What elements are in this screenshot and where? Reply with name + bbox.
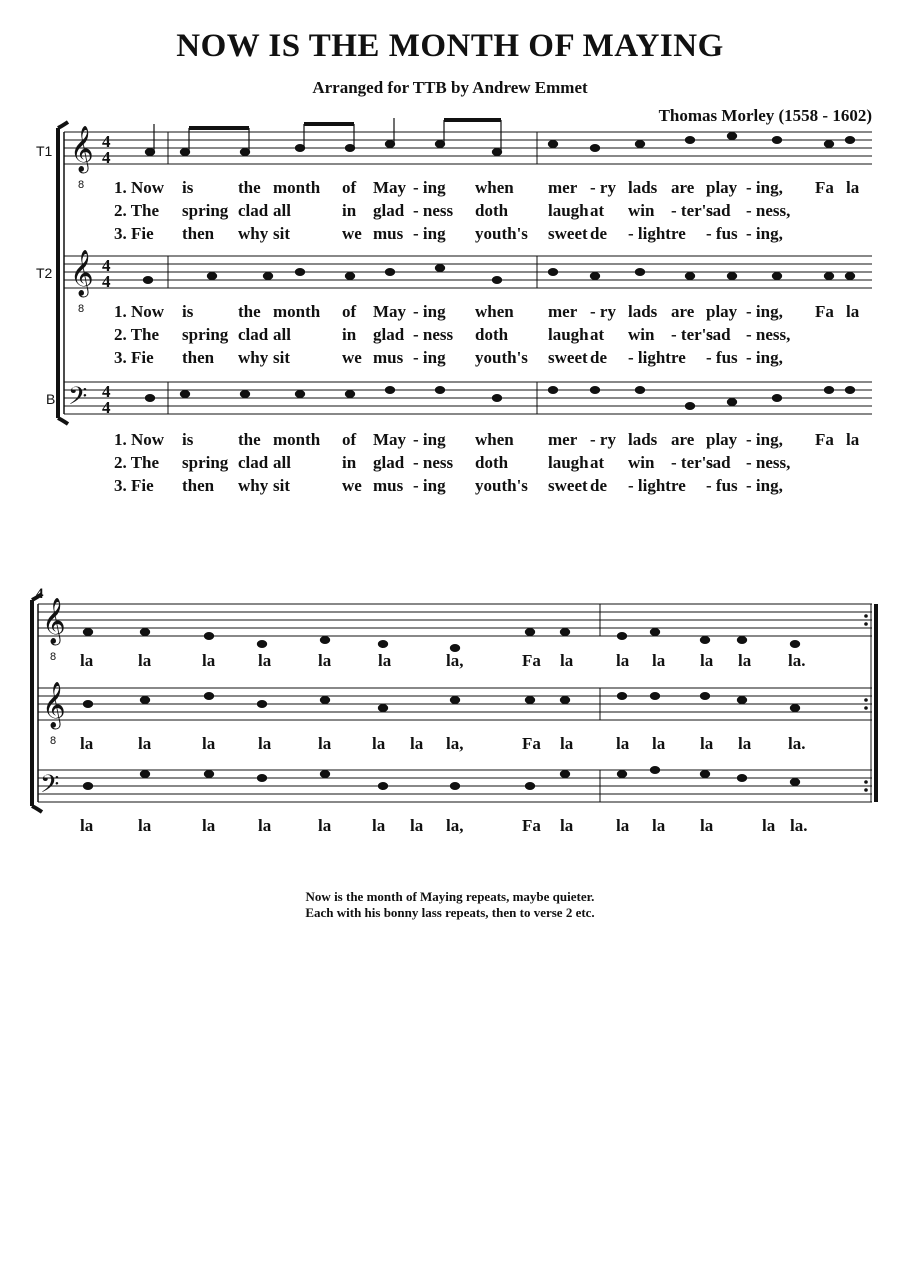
- lyric-syllable: la: [560, 651, 574, 670]
- lyric-syllable: mer: [548, 302, 578, 321]
- octave-mark: 8: [50, 651, 57, 663]
- lyric-syllable: - light: [628, 224, 671, 243]
- lyric-syllable: all: [273, 201, 291, 220]
- lyric-syllable: at: [590, 453, 605, 472]
- lyric-syllable: the: [238, 430, 261, 449]
- lyric-syllable: la: [616, 816, 630, 835]
- lyric-syllable: la: [738, 651, 752, 670]
- lyric-syllable: then: [182, 476, 215, 495]
- staff-b-system1: [64, 382, 872, 414]
- lyric-syllable: the: [238, 302, 261, 321]
- lyric-syllable: 3. Fie: [114, 476, 154, 495]
- lyric-syllable: May: [373, 430, 407, 449]
- lyric-syllable: la.: [790, 816, 808, 835]
- lyric-syllable: - ing: [413, 476, 446, 495]
- lyric-syllable: la: [616, 734, 630, 753]
- lyric-syllable: May: [373, 302, 407, 321]
- lyric-syllable: when: [475, 178, 514, 197]
- lyric-syllable: la: [318, 816, 332, 835]
- lyric-syllable: la: [560, 816, 574, 835]
- treble-clef-icon: 𝄞: [70, 126, 94, 172]
- lyric-syllable: - ness: [413, 325, 454, 344]
- time-sig-bottom: 4: [102, 148, 111, 167]
- lyric-syllable: lads: [628, 430, 658, 449]
- lyric-syllable: sit: [273, 476, 290, 495]
- lyric-syllable: sad: [706, 201, 731, 220]
- lyric-syllable: - fus: [706, 348, 738, 367]
- lyric-syllable: 2. The: [114, 453, 160, 472]
- composer-credit: Thomas Morley (1558 - 1602): [658, 106, 872, 125]
- lyric-syllable: play: [706, 430, 738, 449]
- lyric-syllable: - ter's: [671, 325, 714, 344]
- bass-clef-icon: 𝄢: [68, 382, 88, 417]
- lyric-syllable: glad: [373, 325, 405, 344]
- staff-t1-system2: [38, 604, 872, 636]
- lyric-syllable: - ing,: [746, 476, 783, 495]
- lyric-syllable: clad: [238, 453, 269, 472]
- lyric-syllable: la: [202, 734, 216, 753]
- bass-clef-icon: 𝄢: [40, 770, 60, 805]
- lyric-syllable: - ter's: [671, 453, 714, 472]
- lyric-syllable: - fus: [706, 476, 738, 495]
- lyric-syllable: lads: [628, 178, 658, 197]
- octave-mark: 8: [78, 179, 85, 191]
- lyric-syllable: - ness,: [746, 201, 791, 220]
- lyric-syllable: sit: [273, 224, 290, 243]
- lyric-syllable: month: [273, 430, 321, 449]
- lyric-syllable: the: [238, 178, 261, 197]
- lyric-syllable: - ter's: [671, 201, 714, 220]
- lyric-syllable: why: [238, 476, 269, 495]
- treble-clef-icon: 𝄞: [70, 250, 94, 296]
- lyric-syllable: la: [258, 816, 272, 835]
- lyric-syllable: la: [410, 734, 424, 753]
- lyric-syllable: we: [342, 476, 362, 495]
- song-title: NOW IS THE MONTH OF MAYING: [176, 28, 724, 64]
- lyric-syllable: la: [700, 816, 714, 835]
- lyric-syllable: la: [378, 651, 392, 670]
- lyric-syllable: la: [80, 651, 94, 670]
- lyric-syllable: glad: [373, 453, 405, 472]
- time-sig-top: 4: [102, 382, 111, 401]
- lyric-syllable: la: [846, 430, 860, 449]
- lyric-syllable: win: [628, 325, 655, 344]
- lyric-syllable: laugh: [548, 201, 589, 220]
- lyric-syllable: la,: [446, 734, 464, 753]
- lyric-syllable: is: [182, 178, 194, 197]
- lyric-syllable: Fa: [815, 430, 834, 449]
- lyric-syllable: - ness: [413, 453, 454, 472]
- time-sig-top: 4: [102, 256, 111, 275]
- lyric-syllable: la.: [788, 651, 806, 670]
- lyric-syllable: 1. Now: [114, 302, 165, 321]
- lyric-syllable: at: [590, 201, 605, 220]
- lyric-syllable: la: [138, 734, 152, 753]
- part-label-t2: T2: [36, 265, 53, 281]
- lyric-syllable: Fa: [522, 651, 541, 670]
- lyric-syllable: la: [616, 651, 630, 670]
- lyric-syllable: spring: [182, 325, 229, 344]
- lyric-syllable: de: [590, 348, 607, 367]
- lyric-syllable: are: [671, 430, 695, 449]
- lyric-syllable: la: [738, 734, 752, 753]
- lyric-syllable: la: [372, 816, 386, 835]
- part-label-b: B: [46, 391, 56, 407]
- lyric-syllable: Fa: [522, 816, 541, 835]
- lyric-syllable: la: [700, 734, 714, 753]
- octave-mark: 8: [50, 735, 57, 747]
- lyric-syllable: win: [628, 201, 655, 220]
- lyric-syllable: then: [182, 224, 215, 243]
- lyric-syllable: la: [202, 816, 216, 835]
- octave-mark: 8: [78, 303, 85, 315]
- staff-t1-system1: [64, 132, 872, 164]
- lyric-syllable: mus: [373, 348, 404, 367]
- lyric-syllable: re: [671, 348, 686, 367]
- lyric-syllable: - ing: [413, 430, 446, 449]
- lyric-syllable: of: [342, 430, 357, 449]
- lyric-syllable: la: [318, 651, 332, 670]
- lyric-syllable: 3. Fie: [114, 348, 154, 367]
- lyric-syllable: la: [318, 734, 332, 753]
- lyric-syllable: sad: [706, 325, 731, 344]
- lyric-syllable: is: [182, 302, 194, 321]
- lyric-syllable: la: [258, 651, 272, 670]
- lyric-syllable: is: [182, 430, 194, 449]
- lyric-syllable: - light: [628, 348, 671, 367]
- lyric-syllable: all: [273, 453, 291, 472]
- lyric-syllable: la: [138, 816, 152, 835]
- lyric-syllable: sweet: [548, 348, 588, 367]
- lyric-syllable: youth's: [475, 224, 528, 243]
- lyric-syllable: - ry: [590, 178, 616, 197]
- lyric-syllable: la.: [788, 734, 806, 753]
- lyric-syllable: - ness,: [746, 453, 791, 472]
- lyric-syllable: youth's: [475, 348, 528, 367]
- lyric-syllable: when: [475, 430, 514, 449]
- notes-system2: [83, 629, 799, 790]
- lyric-syllable: - ry: [590, 302, 616, 321]
- lyric-syllable: - ing: [413, 178, 446, 197]
- lyric-syllable: la: [652, 816, 666, 835]
- lyric-syllable: in: [342, 201, 357, 220]
- treble-clef-icon: 𝄞: [42, 598, 66, 644]
- lyric-syllable: Fa: [815, 178, 834, 197]
- lyric-syllable: - ing: [413, 302, 446, 321]
- lyric-syllable: - ing,: [746, 178, 783, 197]
- lyric-syllable: la: [202, 651, 216, 670]
- lyric-syllable: we: [342, 224, 362, 243]
- staff-t2-system1: [64, 256, 872, 288]
- lyric-syllable: in: [342, 325, 357, 344]
- part-label-t1: T1: [36, 143, 53, 159]
- lyric-syllable: la: [846, 302, 860, 321]
- lyric-syllable: youth's: [475, 476, 528, 495]
- lyric-syllable: of: [342, 178, 357, 197]
- lyric-syllable: clad: [238, 201, 269, 220]
- lyric-syllable: la: [560, 734, 574, 753]
- lyric-syllable: 2. The: [114, 325, 160, 344]
- performance-note-1: Now is the month of Maying repeats, maybe quieter.: [305, 889, 595, 904]
- lyric-syllable: 1. Now: [114, 178, 165, 197]
- lyric-syllable: win: [628, 453, 655, 472]
- lyric-syllable: re: [671, 476, 686, 495]
- lyric-syllable: May: [373, 178, 407, 197]
- time-sig-top: 4: [102, 132, 111, 151]
- lyric-syllable: why: [238, 224, 269, 243]
- lyric-syllable: la: [138, 651, 152, 670]
- lyric-syllable: 3. Fie: [114, 224, 154, 243]
- lyric-syllable: month: [273, 302, 321, 321]
- lyric-syllable: when: [475, 302, 514, 321]
- treble-clef-icon: 𝄞: [42, 682, 66, 728]
- lyric-syllable: mus: [373, 224, 404, 243]
- lyric-syllable: 2. The: [114, 201, 160, 220]
- lyric-syllable: la: [372, 734, 386, 753]
- lyric-syllable: la,: [446, 651, 464, 670]
- lyric-syllable: la: [80, 734, 94, 753]
- lyric-syllable: la: [762, 816, 776, 835]
- lyric-syllable: at: [590, 325, 605, 344]
- lyric-syllable: glad: [373, 201, 405, 220]
- lyric-syllable: in: [342, 453, 357, 472]
- lyric-syllable: sweet: [548, 224, 588, 243]
- lyric-syllable: - ing,: [746, 224, 783, 243]
- lyric-syllable: - ry: [590, 430, 616, 449]
- lyric-syllable: - ing,: [746, 430, 783, 449]
- measure-number: 4: [36, 586, 44, 602]
- lyric-syllable: of: [342, 302, 357, 321]
- lyric-syllable: lads: [628, 302, 658, 321]
- lyric-syllable: - ing: [413, 348, 446, 367]
- arranger-credit: Arranged for TTB by Andrew Emmet: [312, 78, 588, 97]
- lyric-syllable: la: [700, 651, 714, 670]
- lyric-syllable: de: [590, 224, 607, 243]
- lyric-syllable: laugh: [548, 453, 589, 472]
- lyric-syllable: then: [182, 348, 215, 367]
- lyric-syllable: are: [671, 302, 695, 321]
- lyric-syllable: la: [652, 734, 666, 753]
- lyric-syllable: doth: [475, 325, 509, 344]
- lyric-syllable: laugh: [548, 325, 589, 344]
- lyric-syllable: play: [706, 178, 738, 197]
- lyric-syllable: la: [652, 651, 666, 670]
- lyric-syllable: - ing,: [746, 348, 783, 367]
- lyric-syllable: sad: [706, 453, 731, 472]
- time-sig-bottom: 4: [102, 272, 111, 291]
- lyric-syllable: 1. Now: [114, 430, 165, 449]
- lyric-syllable: - ing: [413, 224, 446, 243]
- lyric-syllable: de: [590, 476, 607, 495]
- lyric-syllable: why: [238, 348, 269, 367]
- lyric-syllable: - ness,: [746, 325, 791, 344]
- lyric-syllable: la: [80, 816, 94, 835]
- lyric-syllable: are: [671, 178, 695, 197]
- lyric-syllable: - fus: [706, 224, 738, 243]
- lyric-syllable: sweet: [548, 476, 588, 495]
- lyric-syllable: clad: [238, 325, 269, 344]
- lyric-syllable: - light: [628, 476, 671, 495]
- lyric-syllable: spring: [182, 453, 229, 472]
- lyric-syllable: la,: [446, 816, 464, 835]
- lyric-syllable: all: [273, 325, 291, 344]
- performance-note-2: Each with his bonny lass repeats, then to verse 2 etc.: [305, 905, 595, 920]
- lyric-syllable: sit: [273, 348, 290, 367]
- lyric-syllable: la: [410, 816, 424, 835]
- lyric-syllable: la: [846, 178, 860, 197]
- lyric-syllable: doth: [475, 201, 509, 220]
- lyric-syllable: re: [671, 224, 686, 243]
- lyric-syllable: we: [342, 348, 362, 367]
- lyric-syllable: mus: [373, 476, 404, 495]
- lyric-syllable: spring: [182, 201, 229, 220]
- lyric-syllable: mer: [548, 430, 578, 449]
- lyric-syllable: - ing,: [746, 302, 783, 321]
- lyric-syllable: play: [706, 302, 738, 321]
- lyric-syllable: month: [273, 178, 321, 197]
- lyric-syllable: la: [258, 734, 272, 753]
- lyric-syllable: Fa: [522, 734, 541, 753]
- lyric-syllable: mer: [548, 178, 578, 197]
- lyric-syllable: Fa: [815, 302, 834, 321]
- time-sig-bottom: 4: [102, 398, 111, 417]
- lyric-syllable: - ness: [413, 201, 454, 220]
- lyric-syllable: doth: [475, 453, 509, 472]
